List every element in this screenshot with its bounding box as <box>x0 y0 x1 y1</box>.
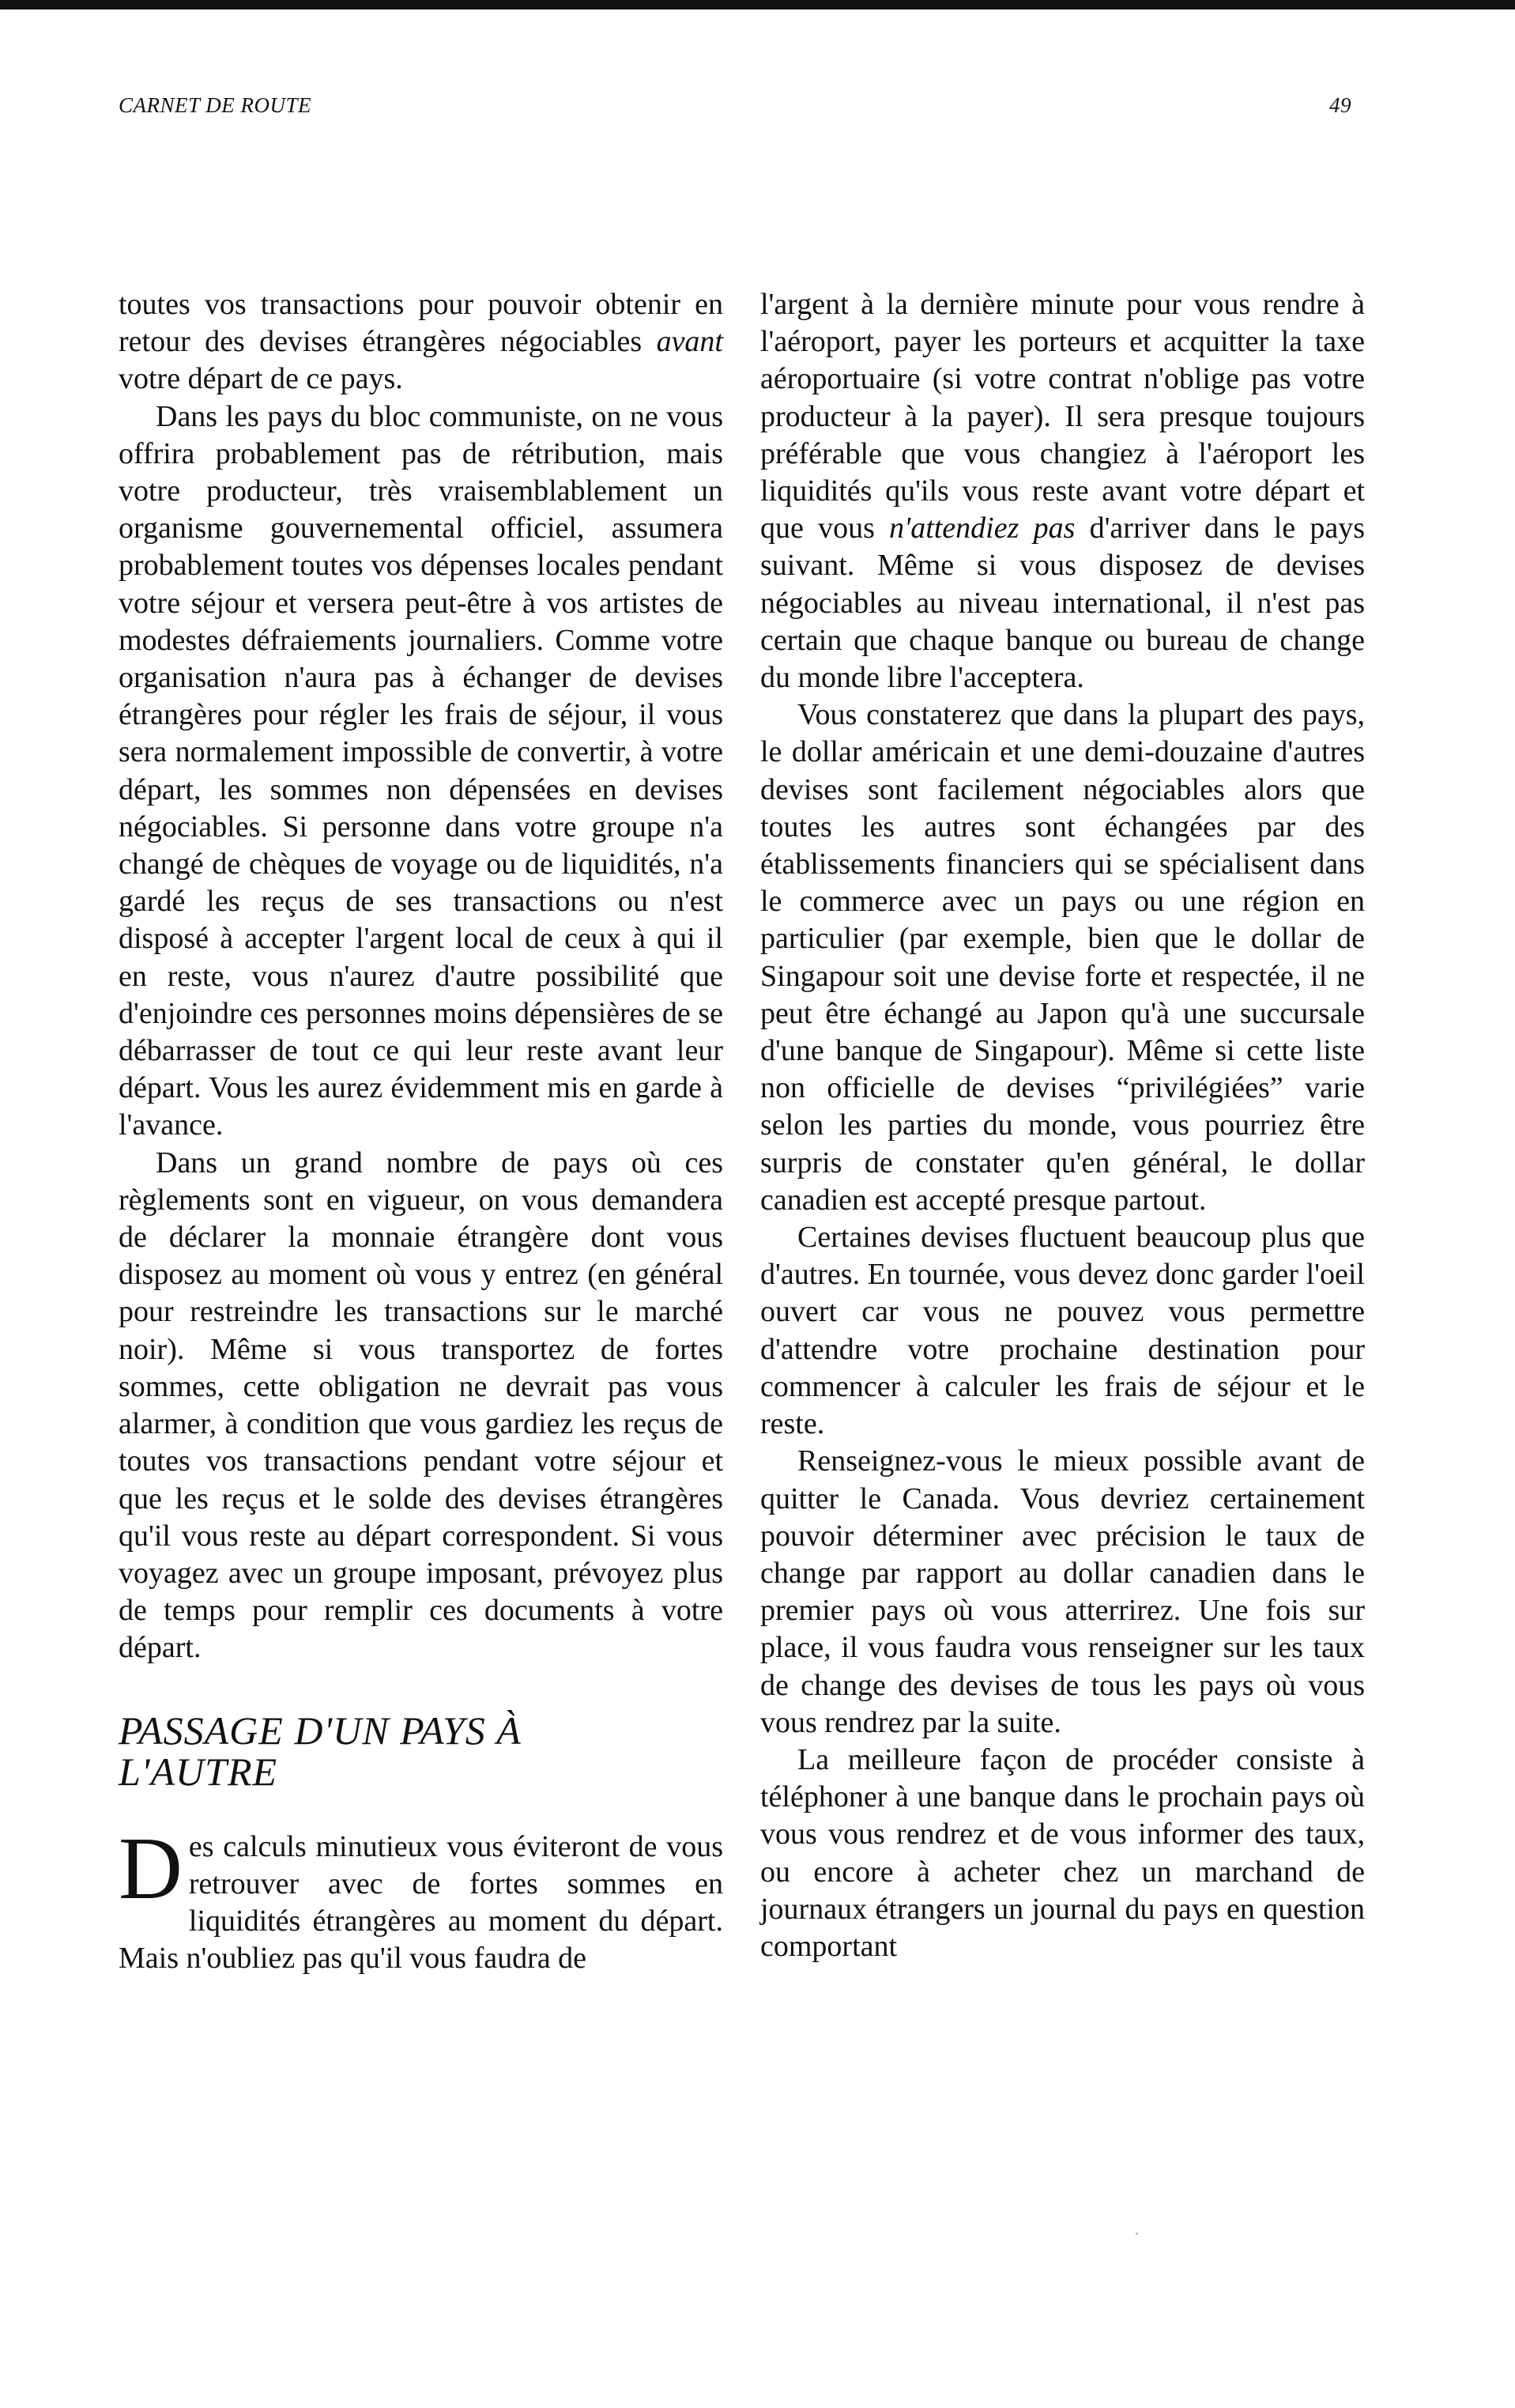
running-title: CARNET DE ROUTE <box>119 93 312 117</box>
page-number: 49 <box>1329 93 1351 117</box>
paragraph: l'argent à la dernière minute pour vous rendre à l'aéroport, payer les porteurs et acquitter la taxe aéroportuaire (si votre contrat n'oblige pas votre producteur à la payer). Il sera presque toujours préférable que vous changiez à l'aéroport les liquidités qu'ils vous reste avant votre départ et que vous n'attendiez pas d'arriver dans le pays suivant. Même si vous disposez de devises négociables au niveau international, il n'est pas certain que chaque banque ou bureau de change du monde libre l'acceptera. <box>760 288 1366 695</box>
paragraph: Dans les pays du bloc communiste, on ne vous offrira probablement pas de rétribution, mais votre producteur, très vraisemblablement un organisme gouvernemental officiel, assumera probablement toutes vos dépenses locales pendant votre séjour et versera peut-être à vos artistes de modestes défraiements journaliers. Comme votre organisation n'aura pas à échanger de devises étrangères pour régler les frais de séjour, il vous sera normalement impossible de convertir, à votre départ, les sommes non dépensées en devises négociables. Si personne dans votre groupe n'a changé de chèques de voyage ou de liquidités, n'a gardé les reçus de ses transactions ou n'est disposé à accepter l'argent local de ceux à qui il en reste, vous n'aurez d'autre possibilité que d'enjoindre ces personnes moins dépensières de se débarrasser de tout ce qui leur reste avant leur départ. Vous les aurez évidemment mis en garde à l'avance. <box>119 399 723 1142</box>
paragraph: La meilleure façon de procéder consiste à téléphoner à une banque dans le prochain pays où vous vous rendrez et de vous informer des taux, ou encore à acheter chez un marchand de journaux étrangers un journal du pays en question comportant <box>760 1742 1365 1963</box>
emphasis-text: n'attendiez pas <box>889 511 1076 545</box>
emphasis-text: avant <box>656 325 723 359</box>
left-column <box>119 286 723 1977</box>
section-heading: PASSAGE D'UN PAYS À L'AUTRE <box>119 1708 522 1794</box>
paragraph: Vous constaterez que dans la plupart des pays, le dollar américain et une demi-douzaine d'autres devises sont facilement négociables alors que toutes les autres sont échangées par des établissements financiers qui se spécialisent dans le commerce avec un pays ou une région en particulier (par exemple, bien que le dollar de Singapour soit une devise forte et respectée, il ne peut être échangé au Japon qu'à une succursale d'une banque de Singapour). Même si cette liste non officielle de devises “privilégiées” varie selon les parties du monde, vous pourriez être surpris de constater qu'en général, le dollar canadien est accepté presque partout. <box>760 698 1365 1217</box>
paragraph: toutes vos transactions pour pouvoir obtenir en retour des devises étrangères négociables avant votre départ de ce pays. <box>119 288 723 396</box>
paragraph: Dans un grand nombre de pays où ces règlements sont en vigueur, on vous demandera de déclarer la monnaie étrangère dont vous disposez au moment où vous y entrez (en général pour restreindre les transactions sur le marché noir). Même si vous transportez de fortes sommes, cette obligation ne devrait pas vous alarmer, à condition que vous gardiez les reçus de toutes vos transactions pendant votre séjour et que les reçus et le solde des devises étrangères qu'il vous reste au départ correspondent. Si vous voyagez avec un groupe imposant, prévoyez plus de temps pour remplir ces documents à votre départ. <box>119 1145 723 1665</box>
right-column <box>760 286 1365 1965</box>
scan-speck <box>1136 2232 1138 2235</box>
drop-cap: D <box>119 1819 183 1918</box>
paragraph: Certaines devises fluctuent beaucoup plus que d'autres. En tournée, vous devez donc garder l'oeil ouvert car vous ne pouvez vous permettre d'attendre votre prochaine destination pour commencer à calculer les frais de séjour et le reste. <box>760 1221 1365 1441</box>
paragraph: Renseignez-vous le mieux possible avant de quitter le Canada. Vous devriez certainement pouvoir déterminer avec précision le taux de change par rapport au dollar canadien dans le premier pays où vous atterrirez. Une fois sur place, il vous faudra vous renseigner sur les taux de change des devises de tous les pays où vous vous rendrez par la suite. <box>760 1444 1365 1739</box>
top-rule <box>0 0 1515 9</box>
paragraph: Des calculs minutieux vous éviteront de vous retrouver avec de fortes sommes en liquidités étrangères au moment du départ. Mais n'oubliez pas qu'il vous faudra de <box>119 1819 723 1976</box>
